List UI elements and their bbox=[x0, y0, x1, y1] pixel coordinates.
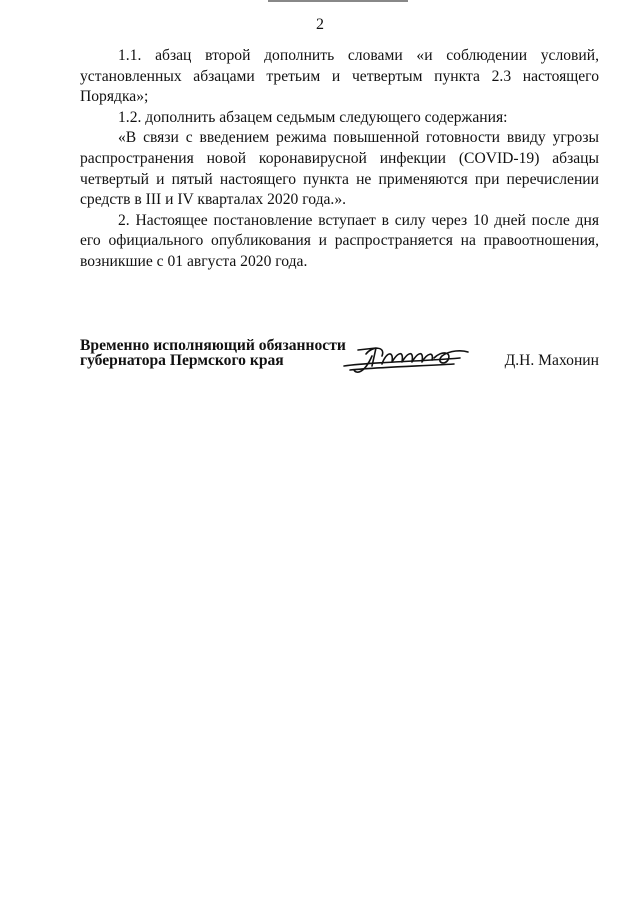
paragraph-item-1-1: 1.1. абзац второй дополнить словами «и соблюдении условий, установленных абзацами третьим и четвертым пункта 2.3 настоящего Порядка»; bbox=[80, 47, 599, 106]
signatory-title bbox=[80, 338, 346, 368]
handwritten-signature bbox=[342, 340, 472, 376]
paragraph-item-2: 2. Настоящее постановление вступает в силу через 10 дней после дня его официального опубликования и распространяется на правоотношения, возникшие с 01 августа 2020 года. bbox=[80, 211, 599, 270]
paragraph-quote: «В связи с введением режима повышенной готовности ввиду угрозы распространения новой коронавирусной инфекции (COVID-19) абзацы четвертый и пятый настоящего пункта не применяются при перечислении средств в III и IV кварталах 2020 года.». bbox=[80, 129, 599, 209]
page-number: 2 bbox=[316, 16, 324, 33]
document-body bbox=[80, 46, 599, 273]
signatory-title-line2: губернатора Пермского края bbox=[80, 352, 284, 369]
signatory-name: Д.Н. Махонин bbox=[504, 352, 599, 369]
signature-block bbox=[80, 338, 599, 388]
signatory-title-line1: Временно исполняющий обязанности bbox=[80, 337, 346, 354]
paragraph-item-1-2: 1.2. дополнить абзацем седьмым следующего содержания: bbox=[118, 108, 508, 126]
top-edge-rule bbox=[268, 0, 408, 2]
